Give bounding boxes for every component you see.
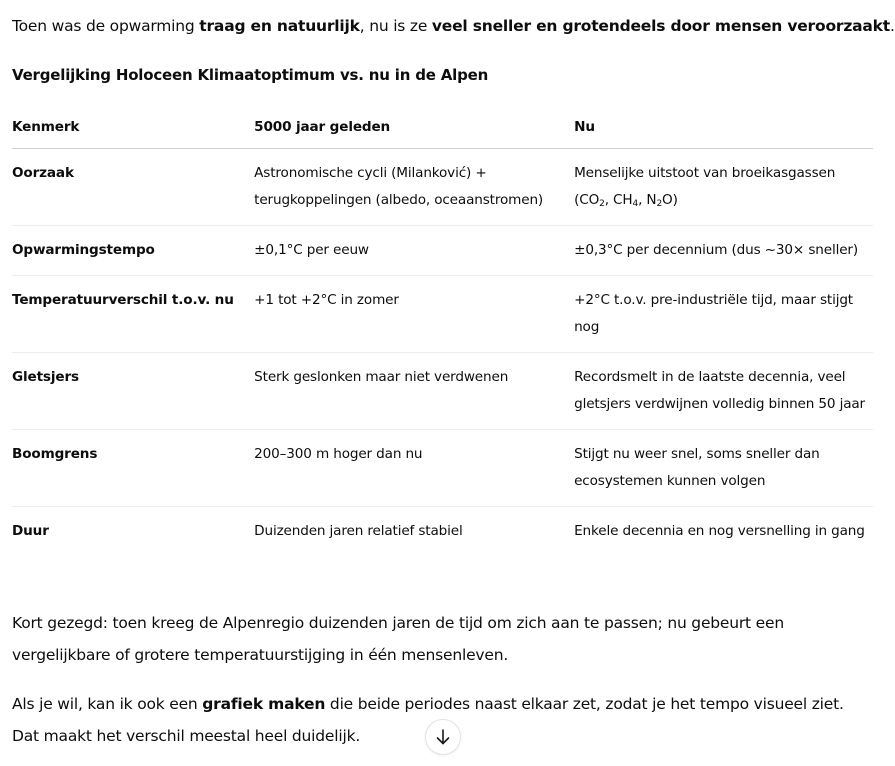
header-kenmerk: Kenmerk xyxy=(12,106,254,149)
cell-text: , CH xyxy=(604,192,633,208)
subscript: 2 xyxy=(599,199,605,209)
cell-text: O) xyxy=(662,192,678,208)
intro-bold-slow: traag en natuurlijk xyxy=(199,17,360,35)
intro-text: Toen was de opwarming xyxy=(12,17,200,35)
header-toen: 5000 jaar geleden xyxy=(254,106,574,149)
table-row xyxy=(12,430,873,507)
table-row xyxy=(12,226,873,276)
comparison-table xyxy=(12,106,873,556)
intro-text: , nu is ze xyxy=(359,17,432,35)
intro-bold-fast: veel sneller en grotendeels door mensen veroorzaakt xyxy=(431,17,890,35)
cell-toen: ±0,1°C per eeuw xyxy=(254,226,574,276)
table-row xyxy=(12,276,873,353)
cell-toen: Duizenden jaren relatief stabiel xyxy=(254,523,463,539)
subscript: 4 xyxy=(632,199,639,209)
intro-text: . xyxy=(890,17,895,35)
cell-nu: Enkele decennia en nog versnelling in gang xyxy=(574,523,865,539)
cell-toen: +1 tot +2°C in zomer xyxy=(254,276,574,353)
cell-nu: Recordsmelt in de laatste decennia, veel gletsjers verdwijnen volledig binnen 50 jaar xyxy=(574,353,873,430)
cell-kenmerk: Gletsjers xyxy=(12,353,254,430)
cell-nu: +2°C t.o.v. pre-industriële tijd, maar stijgt nog xyxy=(574,276,873,353)
cell-nu: ±0,3°C per decennium (dus ~30× sneller) xyxy=(574,226,873,276)
table-header-row xyxy=(12,106,873,149)
arrow-down-icon xyxy=(434,728,452,746)
cell-kenmerk: Duur xyxy=(12,523,49,539)
subscript: 2 xyxy=(656,199,663,209)
table-row xyxy=(12,353,873,430)
scroll-to-bottom-button[interactable] xyxy=(425,719,461,755)
cell-nu xyxy=(574,149,873,226)
section-heading: Vergelijking Holoceen Klimaatoptimum vs. nu in de Alpen xyxy=(12,66,489,84)
cell-toen: Astronomische cycli (Milanković) + terugkoppelingen (albedo, oceaanstromen) xyxy=(254,149,574,226)
summary-paragraph: Kort gezegd: toen kreeg de Alpenregio duizenden jaren de tijd om zich aan te passen; nu gebeurt een vergelijkbare of grotere temperatuurstijging in één mensenleven. xyxy=(12,614,784,664)
cell-toen: 200–300 m hoger dan nu xyxy=(254,430,574,507)
cell-kenmerk: Temperatuurverschil t.o.v. nu xyxy=(12,276,254,353)
intro-paragraph xyxy=(12,14,895,38)
table-row xyxy=(12,507,873,557)
cell-toen: Sterk geslonken maar niet verdwenen xyxy=(254,353,574,430)
cell-text: Menselijke uitstoot van broeikasgassen (CO xyxy=(574,165,836,208)
offer-text: die beide periodes naast elkaar zet, zodat je het tempo visueel ziet. Dat maakt het verschil meestal heel duidelijk. xyxy=(12,695,844,745)
cell-kenmerk: Opwarmingstempo xyxy=(12,226,254,276)
offer-bold-chart: grafiek maken xyxy=(202,695,326,713)
cell-nu: Stijgt nu weer snel, soms sneller dan ecosystemen kunnen volgen xyxy=(574,430,873,507)
cell-kenmerk: Boomgrens xyxy=(12,430,254,507)
cell-text: , N xyxy=(638,192,657,208)
offer-text: Als je wil, kan ik ook een xyxy=(12,695,203,713)
cell-kenmerk: Oorzaak xyxy=(12,149,254,226)
header-nu: Nu xyxy=(574,106,873,149)
table-row xyxy=(12,149,873,226)
